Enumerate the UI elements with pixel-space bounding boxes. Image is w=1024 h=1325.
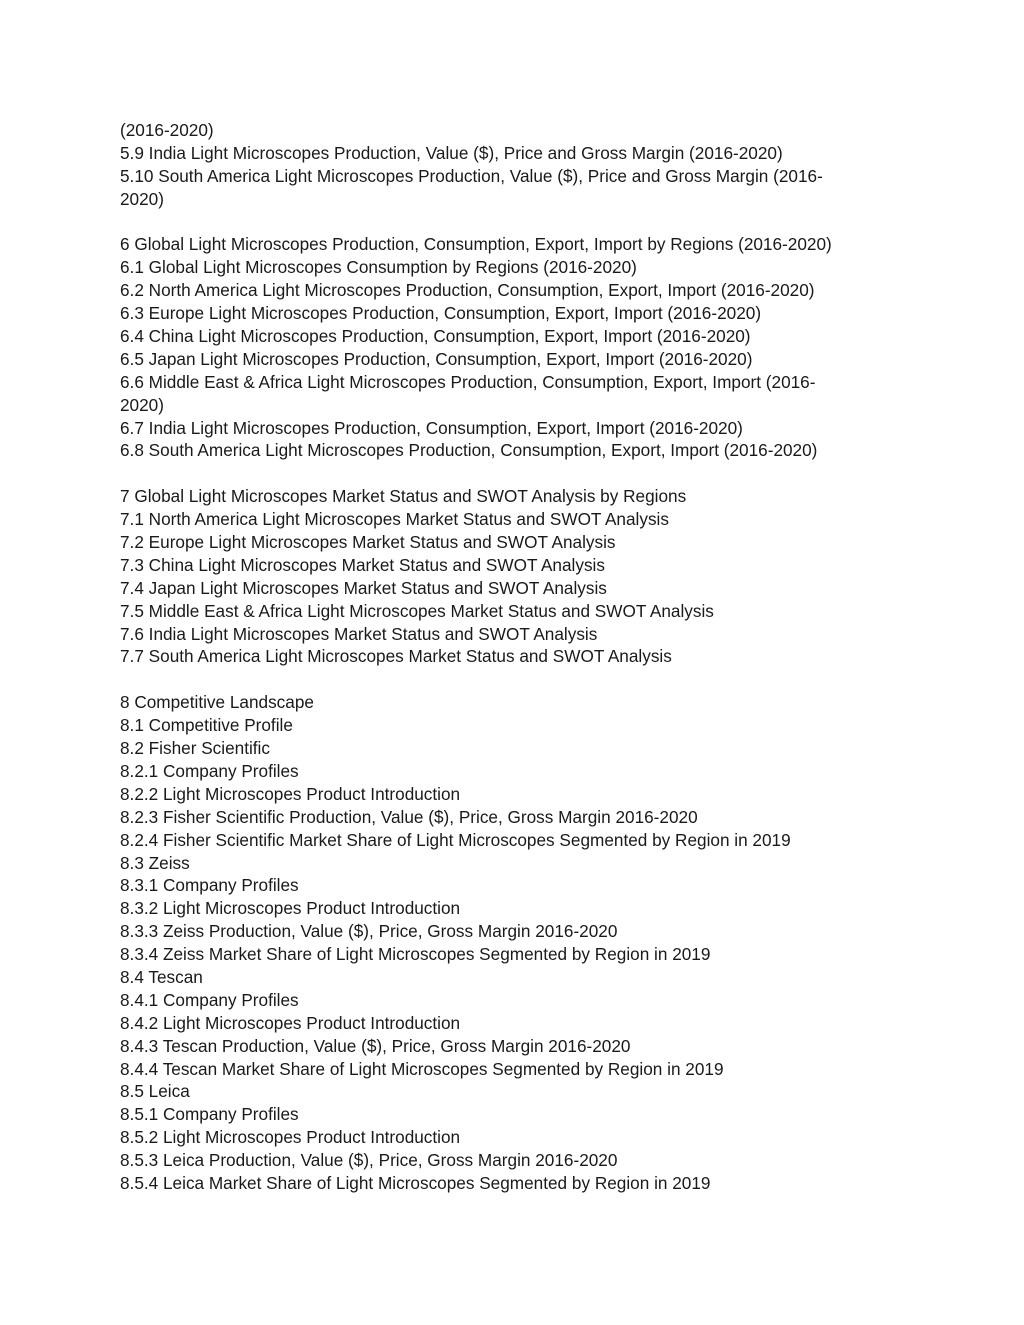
toc-line: 7.4 Japan Light Microscopes Market Status and SWOT Analysis [120,577,607,598]
toc-line: 8.3.2 Light Microscopes Product Introduction [120,898,461,919]
toc-section-heading: 6 Global Light Microscopes Production, Consumption, Export, Import by Regions (2016-2020) [120,234,832,255]
toc-line: 8.5 Leica [120,1081,190,1102]
document-page [120,119,890,1195]
toc-section-heading: 8 Competitive Landscape [120,692,314,713]
toc-line: 7.3 China Light Microscopes Market Status and SWOT Analysis [120,554,605,575]
toc-line: 6.7 India Light Microscopes Production, Consumption, Export, Import (2016-2020) [120,417,743,438]
toc-line: 6.6 Middle East & Africa Light Microscopes Production, Consumption, Export, Import (2016- [120,371,816,392]
toc-line: 8.5.4 Leica Market Share of Light Microscopes Segmented by Region in 2019 [120,1172,711,1193]
toc-line: 8.2.2 Light Microscopes Product Introduction [120,783,461,804]
toc-line: 7.5 Middle East & Africa Light Microscopes Market Status and SWOT Analysis [120,600,714,621]
toc-line: 6.4 China Light Microscopes Production, Consumption, Export, Import (2016-2020) [120,326,751,347]
toc-line: 8.5.1 Company Profiles [120,1104,299,1125]
toc-line: 6.5 Japan Light Microscopes Production, Consumption, Export, Import (2016-2020) [120,348,753,369]
toc-line: 6.1 Global Light Microscopes Consumption by Regions (2016-2020) [120,257,637,278]
toc-line: 8.4 Tescan [120,966,203,987]
toc-section-heading: 7 Global Light Microscopes Market Status and SWOT Analysis by Regions [120,486,687,507]
toc-line: 2020) [120,394,164,415]
toc-line: 8.2.4 Fisher Scientific Market Share of Light Microscopes Segmented by Region in 2019 [120,829,791,850]
toc-line: 8.2.1 Company Profiles [120,760,299,781]
section-spacer [120,462,890,485]
toc-line: 8.3.3 Zeiss Production, Value ($), Price, Gross Margin 2016-2020 [120,921,618,942]
toc-line: 8.3.1 Company Profiles [120,875,299,896]
toc-line: 6.2 North America Light Microscopes Production, Consumption, Export, Import (2016-2020) [120,280,815,301]
toc-line: 6.8 South America Light Microscopes Production, Consumption, Export, Import (2016-2020) [120,440,818,461]
toc-line: 8.3 Zeiss [120,852,190,873]
section-spacer [120,668,890,691]
toc-line: 7.6 India Light Microscopes Market Status and SWOT Analysis [120,623,598,644]
toc-line: 5.9 India Light Microscopes Production, Value ($), Price and Gross Margin (2016-2020) [120,142,783,163]
toc-line: 2020) [120,188,164,209]
toc-line: 8.5.3 Leica Production, Value ($), Price, Gross Margin 2016-2020 [120,1150,618,1171]
toc-line: 8.4.4 Tescan Market Share of Light Microscopes Segmented by Region in 2019 [120,1058,724,1079]
toc-line: 8.5.2 Light Microscopes Product Introduction [120,1127,461,1148]
toc-line: 8.4.2 Light Microscopes Product Introduction [120,1012,461,1033]
toc-line: 8.4.3 Tescan Production, Value ($), Price, Gross Margin 2016-2020 [120,1035,631,1056]
toc-line: 7.7 South America Light Microscopes Market Status and SWOT Analysis [120,646,672,667]
toc-line: 8.2 Fisher Scientific [120,738,270,759]
toc-line: 7.2 Europe Light Microscopes Market Status and SWOT Analysis [120,532,616,553]
toc-line: 7.1 North America Light Microscopes Market Status and SWOT Analysis [120,509,669,530]
toc-line: 8.4.1 Company Profiles [120,989,299,1010]
toc-line: (2016-2020) [120,120,214,140]
toc-line: 5.10 South America Light Microscopes Production, Value ($), Price and Gross Margin (2016- [120,165,823,186]
section-spacer [120,211,890,234]
toc-line: 8.3.4 Zeiss Market Share of Light Microscopes Segmented by Region in 2019 [120,944,711,965]
toc-line: 6.3 Europe Light Microscopes Production, Consumption, Export, Import (2016-2020) [120,303,762,324]
toc-line: 8.2.3 Fisher Scientific Production, Value ($), Price, Gross Margin 2016-2020 [120,806,698,827]
toc-line: 8.1 Competitive Profile [120,715,293,736]
